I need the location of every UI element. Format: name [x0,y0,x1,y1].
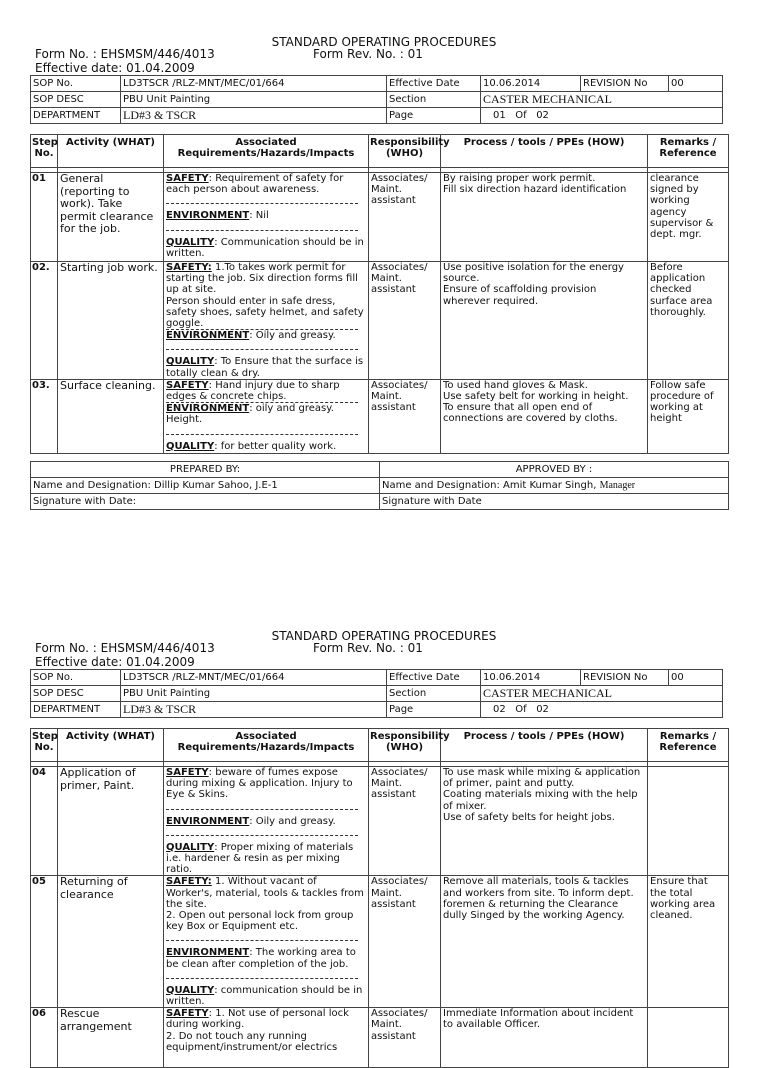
quality-text: QUALITY: Communication should be in written. [166,236,364,259]
doc-title: STANDARD OPERATING PROCEDURES [271,629,497,643]
approved-by-label: APPROVED BY : [380,462,729,478]
process-cell: By raising proper work permit. Fill six direction hazard identification [441,173,648,262]
doc-title: STANDARD OPERATING PROCEDURES [271,35,497,49]
sop-no-label: SOP No. [31,670,121,686]
step-number: 03. [31,379,58,453]
form-revision: Form Rev. No. : 01 [313,641,423,655]
responsibility-cell: Associates/ Maint. assistant [369,262,441,380]
revision-value: 00 [669,76,723,92]
quality-text: QUALITY: communication should be in written. [166,984,363,1008]
table-row [31,1008,729,1068]
quality-text: QUALITY: To Ensure that the surface is totally clean & dry. [166,356,364,379]
section-value: CASTER MECHANICAL [481,92,723,108]
process-cell: Remove all materials, tools & tackles and workers from site. To inform dept. foremen & returning the Clearance dully Singed by the working Agency. [441,876,648,1008]
page-number: 02 Of 02 [481,702,723,718]
procedure-table [30,728,729,1068]
form-number: Form No. : EHSMSM/446/4013 [35,47,215,61]
section-value: CASTER MECHANICAL [481,686,723,702]
prepared-name: Name and Designation: Dillip Kumar Sahoo, J.E-1 [31,478,380,494]
prepared-by-label: PREPARED BY: [31,462,380,478]
activity-cell: General (reporting to work). Take permit clearance for the job. [58,173,164,262]
department-value: LD#3 & TSCR [121,108,387,124]
responsibility-cell: Associates/ Maint. assistant [369,379,441,453]
col-activity: Activity (WHAT) [58,135,164,168]
responsibility-cell: Associates/ Maint. assistant [369,767,441,876]
environment-text: ENVIRONMENT: The working area to be clean after completion of the job. [166,947,356,970]
process-cell: To use mask while mixing & application of primer, paint and putty. Coating materials mixing with the help of mixer. Use of safety belts for height jobs. [441,767,648,876]
remarks-cell [648,1008,729,1068]
activity-cell: Surface cleaning. [58,379,164,453]
safety-text: SAFETY: beware of fumes expose during mixing & application. Injury to Eye & Skins. [166,767,353,801]
safety-text: SAFETY: 1. Without vacant of Worker's, material, tools & tackles from the site. 2. Open out personal lock from group key Box or Equipment etc. [166,876,364,933]
effective-date-label: Effective Date [387,670,481,686]
col-requirements: Associated Requirements/Hazards/Impacts [164,135,369,168]
effective-date-value: 10.06.2014 [481,76,581,92]
revision-value: 00 [669,670,723,686]
requirements-cell [164,876,369,1008]
form-revision: Form Rev. No. : 01 [313,47,423,61]
revision-label: REVISION No [581,76,669,92]
approved-name: Name and Designation: Amit Kumar Singh, Manager [380,478,729,494]
col-step: Step No. [31,135,58,168]
approved-signature: Signature with Date [380,494,729,510]
department-value: LD#3 & TSCR [121,702,387,718]
remarks-cell: Before application checked surface area thoroughly. [648,262,729,380]
sop-desc-label: SOP DESC [31,686,121,702]
effective-date-value: 10.06.2014 [481,670,581,686]
environment-text: ENVIRONMENT: Oily and greasy. [166,815,336,827]
col-responsibility: Responsibility (WHO) [369,729,441,762]
sop-desc-value: PBU Unit Painting [121,92,387,108]
process-cell: Immediate Information about incident to available Officer. [441,1008,648,1068]
table-row [31,262,729,380]
requirements-cell [164,767,369,876]
requirements-cell [164,1008,369,1068]
remarks-cell: Ensure that the total working area cleaned. [648,876,729,1008]
department-label: DEPARTMENT [31,702,121,718]
environment-text: ENVIRONMENT: Nil [166,210,269,222]
requirements-cell [164,379,369,453]
sop-desc-value: PBU Unit Painting [121,686,387,702]
col-step: Step No. [31,729,58,762]
sop-no-label: SOP No. [31,76,121,92]
remarks-cell [648,767,729,876]
step-number: 01 [31,173,58,262]
safety-text: SAFETY: Requirement of safety for each person about awareness. [166,173,344,196]
effective-date-line: Effective date: 01.04.2009 [35,61,195,75]
table-row [31,876,729,1008]
step-number: 05 [31,876,58,1008]
step-number: 06 [31,1008,58,1068]
page-label: Page [387,702,481,718]
sop-desc-label: SOP DESC [31,92,121,108]
col-responsibility: Responsibility (WHO) [369,135,441,168]
environment-text: ENVIRONMENT: oily and greasy. Height. [166,403,334,426]
col-process: Process / tools / PPEs (HOW) [441,135,648,168]
meta-table [30,669,723,718]
col-process: Process / tools / PPEs (HOW) [441,729,648,762]
col-activity: Activity (WHAT) [58,729,164,762]
table-row [31,173,729,262]
col-requirements: Associated Requirements/Hazards/Impacts [164,729,369,762]
process-cell: To used hand gloves & Mask. Use safety belt for working in height. To ensure that all open end of connections are covered by cloths. [441,379,648,453]
quality-text: QUALITY: for better quality work. [166,440,337,452]
responsibility-cell: Associates/ Maint. assistant [369,876,441,1008]
procedure-table [30,134,729,454]
environment-text: ENVIRONMENT: Oily and greasy. [166,330,336,342]
activity-cell: Returning of clearance [58,876,164,1008]
quality-text: QUALITY: Proper mixing of materials i.e. hardener & resin as per mixing ratio. [166,841,354,876]
safety-text: SAFETY: 1. Not use of personal lock during working. 2. Do not touch any running equipment/instrument/or electrics [166,1008,349,1053]
responsibility-cell: Associates/ Maint. assistant [369,173,441,262]
form-number: Form No. : EHSMSM/446/4013 [35,641,215,655]
prepared-signature: Signature with Date: [31,494,380,510]
col-remarks: Remarks / Reference [648,135,729,168]
page-number: 01 Of 02 [481,108,723,124]
table-row [31,767,729,876]
section-label: Section [387,92,481,108]
activity-cell: Starting job work. [58,262,164,380]
step-number: 04 [31,767,58,876]
sop-no-value: LD3TSCR /RLZ-MNT/MEC/01/664 [121,670,387,686]
table-row [31,379,729,453]
section-label: Section [387,686,481,702]
remarks-cell: clearance signed by working agency supervisor & dept. mgr. [648,173,729,262]
signature-table [30,461,729,510]
activity-cell: Application of primer, Paint. [58,767,164,876]
revision-label: REVISION No [581,670,669,686]
sop-no-value: LD3TSCR /RLZ-MNT/MEC/01/664 [121,76,387,92]
safety-text: SAFETY: 1.To takes work permit for starting the job. Six direction forms fill up at site. Person should enter in safe dress, safety shoes, safety helmet, and safety goggle. [166,262,364,330]
page-label: Page [387,108,481,124]
effective-date-line: Effective date: 01.04.2009 [35,655,195,669]
step-number: 02. [31,262,58,380]
meta-table [30,75,723,124]
activity-cell: Rescue arrangement [58,1008,164,1068]
col-remarks: Remarks / Reference [648,729,729,762]
safety-text: SAFETY: Hand injury due to sharp edges & concrete chips. [166,379,340,403]
department-label: DEPARTMENT [31,108,121,124]
process-cell: Use positive isolation for the energy source. Ensure of scaffolding provision wherever required. [441,262,648,380]
remarks-cell: Follow safe procedure of working at height [648,379,729,453]
requirements-cell [164,173,369,262]
requirements-cell [164,262,369,380]
responsibility-cell: Associates/ Maint. assistant [369,1008,441,1068]
effective-date-label: Effective Date [387,76,481,92]
